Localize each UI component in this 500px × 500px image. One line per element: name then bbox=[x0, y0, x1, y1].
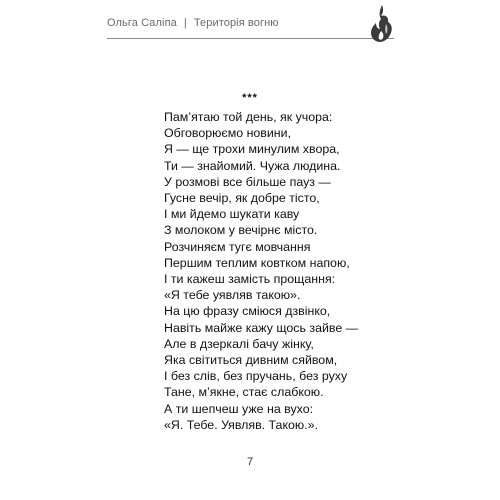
page-number: 7 bbox=[246, 456, 254, 468]
flame-icon bbox=[368, 4, 394, 44]
poem-line: Пам’ятаю той день, як учора: bbox=[164, 110, 333, 124]
poem-line: Навіть майже кажу щось зайве — bbox=[164, 320, 359, 335]
header-rule bbox=[107, 38, 394, 39]
poem-line: Тане, м’якне, стає слабкою. bbox=[164, 385, 324, 400]
poem-line: «Я тебе уявляв такою». bbox=[164, 288, 301, 303]
poem-line: А ти шепчеш уже на вухо: bbox=[164, 401, 314, 416]
poem-line: «Я. Тебе. Уявляв. Такою.». bbox=[164, 417, 318, 432]
poem-line: З молоком у вечірнє місто. bbox=[164, 223, 318, 238]
poem-line: У розмові все більше пауз — bbox=[164, 174, 331, 189]
poem-line: І ти кажеш замість прощання: bbox=[164, 272, 336, 287]
poem-line: Розчиняєм тугє мовчання bbox=[164, 239, 311, 254]
poem-line: Але в дзеркалі бачу жінку, bbox=[164, 336, 314, 351]
header-book-title: Територія вогню bbox=[193, 17, 279, 29]
poem-line: Ти — знайомий. Чужа людина. bbox=[164, 158, 341, 173]
poem-section-marker: *** bbox=[242, 92, 258, 104]
header-separator: | bbox=[183, 17, 187, 29]
poem-body bbox=[164, 109, 358, 433]
header-author: Ольга Саліпа bbox=[107, 17, 177, 29]
poem-line: І без слів, без пручань, без руху bbox=[164, 369, 348, 384]
running-header bbox=[107, 17, 279, 29]
poem-line: Яка світиться дивним сяйвом, bbox=[164, 353, 338, 368]
poem-line: Першим теплим ковтком напою, bbox=[164, 255, 350, 270]
poem-line: Я — ще трохи минулим хвора, bbox=[164, 142, 340, 157]
poem-line: На цю фразу сміюся дзвінко, bbox=[164, 304, 331, 319]
poem-line: Обговорюємо новини, bbox=[164, 126, 292, 141]
poem-line: І ми йдемо шукати каву bbox=[164, 207, 300, 222]
poem-line: Гусне вечір, як добре тісто, bbox=[164, 191, 320, 206]
